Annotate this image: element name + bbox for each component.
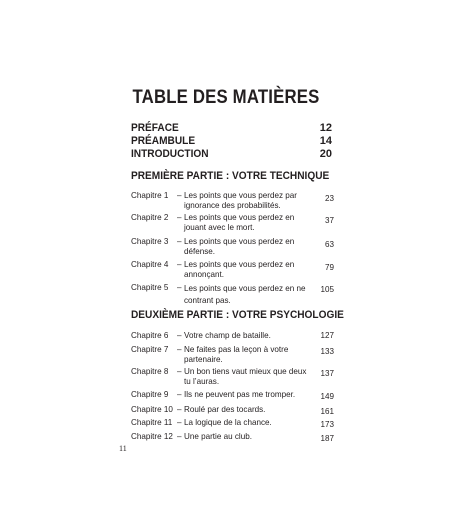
part-2-title: DEUXIÈME PARTIE : VOTRE PSYCHOLOGIE (131, 309, 344, 321)
entry-dash: – (177, 418, 182, 427)
chapter-title: Les points que vous perdez en ne contrant pas. (184, 284, 306, 305)
chapter-page: 37 (324, 216, 334, 225)
page-title: TABLE DES MATIÈRES (132, 86, 320, 108)
page-number: 11 (119, 444, 127, 453)
chapter-title: La logique de la chance. (184, 418, 272, 427)
chapter-page: 79 (324, 263, 334, 272)
chapter-number: Chapitre 3 (131, 237, 169, 246)
front-matter-label: PRÉFACE (131, 122, 179, 134)
chapter-title: Roulé par des tocards. (184, 405, 266, 414)
chapter-page: 187 (320, 434, 334, 443)
front-matter (131, 122, 332, 161)
chapter-page: 173 (320, 420, 334, 429)
entry-dash: – (177, 432, 182, 441)
entry-dash: – (177, 237, 182, 246)
chapter-number: Chapitre 9 (131, 390, 169, 399)
chapter-number: Chapitre 1 (131, 191, 169, 200)
front-matter-label: PRÉAMBULE (131, 135, 196, 147)
entry-dash: – (177, 213, 182, 222)
entry-dash: – (177, 331, 182, 340)
chapter-page: 133 (320, 347, 334, 356)
chapter-title: Un bon tiens vaut mieux que deux tu l’auras. (184, 367, 307, 386)
front-matter-page: 20 (319, 148, 332, 160)
entry-dash: – (177, 191, 182, 200)
chapter-number: Chapitre 7 (131, 345, 169, 354)
entry-dash: – (177, 345, 182, 354)
chapter-title: Les points que vous perdez en jouant avec le mort. (184, 213, 295, 232)
chapter-title: Votre champ de bataille. (184, 331, 271, 340)
chapter-number: Chapitre 12 (131, 432, 173, 441)
chapter-title: Les points que vous perdez par ignorance des probabilités. (184, 191, 297, 210)
front-matter-row (131, 135, 332, 148)
chapter-title: Ne faites pas la leçon à votre partenaire. (184, 345, 289, 364)
chapter-page: 137 (320, 369, 334, 378)
chapter-page: 161 (320, 407, 334, 416)
chapter-number: Chapitre 4 (131, 260, 169, 269)
front-matter-page: 12 (319, 122, 332, 134)
entry-dash: – (177, 260, 182, 269)
part-1-title: PREMIÈRE PARTIE : VOTRE TECHNIQUE (131, 170, 330, 182)
front-matter-row (131, 148, 332, 161)
chapter-title: Une partie au club. (184, 432, 252, 441)
chapter-number: Chapitre 2 (131, 213, 169, 222)
entry-dash: – (177, 405, 182, 414)
chapter-title: Les points que vous perdez en défense. (184, 237, 295, 256)
chapter-number: Chapitre 6 (131, 331, 169, 340)
chapter-number: Chapitre 11 (131, 418, 173, 427)
entry-dash: – (177, 283, 182, 292)
chapter-number: Chapitre 8 (131, 367, 169, 376)
chapter-title: Ils ne peuvent pas me tromper. (184, 390, 296, 399)
chapter-page: 63 (324, 240, 334, 249)
chapter-number: Chapitre 10 (131, 405, 173, 414)
chapter-page: 23 (324, 194, 334, 203)
entry-dash: – (177, 390, 182, 399)
front-matter-page: 14 (319, 135, 332, 147)
chapter-page: 149 (320, 392, 334, 401)
chapter-page: 105 (320, 285, 334, 294)
front-matter-row (131, 122, 332, 135)
front-matter-label: INTRODUCTION (131, 148, 209, 160)
entry-dash: – (177, 367, 182, 376)
chapter-number: Chapitre 5 (131, 283, 169, 292)
chapter-title: Les points que vous perdez en annonçant. (184, 260, 295, 279)
chapter-page: 127 (320, 331, 334, 340)
